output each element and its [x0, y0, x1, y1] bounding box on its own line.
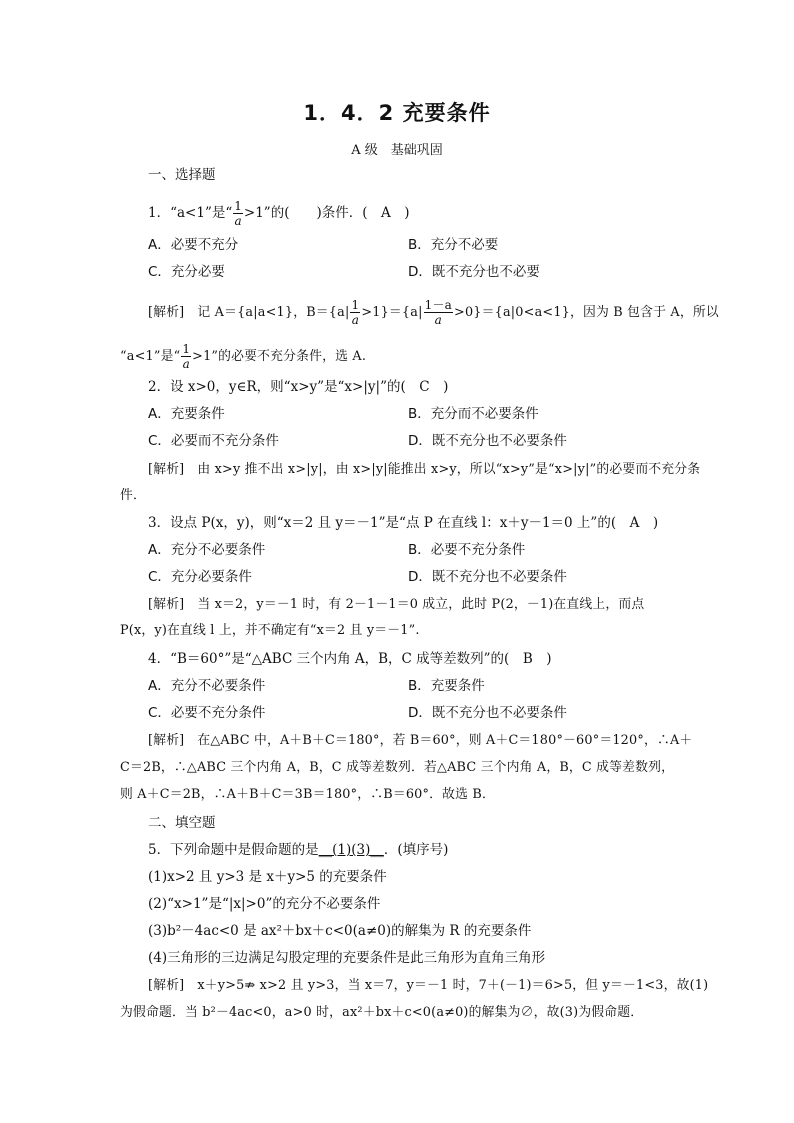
q1-option-b: B．充分不必要: [408, 237, 499, 253]
q3-option-c: C．充分必要条件: [148, 569, 252, 585]
q5-item-2: (2)“x>1”是“|x|>0”的充分不必要条件: [148, 896, 381, 912]
q1-analysis-line-1: [解析] 记 A＝{a|a<1}，B＝{a| $\frac{1}{a}$ >1}＝{a| $\frac{1-a}{a}$ >0}＝{a|0<a<1}，因为 B 包含于 A，所以: [148, 298, 719, 327]
section-heading-choice: 一、选择题: [148, 167, 216, 183]
q1-stem-post: >1”的( )条件．( A ): [243, 205, 410, 221]
q4-analysis-line-1: [解析] 在△ABC 中，A＋B＋C＝180°，若 B＝60°，则 A＋C＝180°－60°＝120°，∴A＋: [148, 733, 693, 748]
q2-option-c: C．必要而不充分条件: [148, 433, 279, 449]
q3-option-a: A．充分不必要条件: [148, 542, 266, 558]
q4-analysis-line-3: 则 A＋C＝2B，∴A＋B＋C＝3B＝180°，∴B＝60°．故选 B．: [120, 787, 495, 802]
q4-option-a: A．充分不必要条件: [148, 678, 266, 694]
question-2-stem: 2．设 x>0，y∈R，则“x>y”是“x>|y|”的( C ): [148, 379, 449, 395]
q4-option-c: C．必要不充分条件: [148, 705, 266, 721]
q4-option-b: B．充要条件: [408, 678, 485, 694]
question-5-stem: 5．下列命题中是假命题的是__(1)(3)__．(填序号): [148, 842, 449, 858]
q3-option-d: D．既不充分也不必要条件: [408, 569, 567, 585]
level-heading: A 级 基础巩固: [351, 143, 443, 158]
q2-option-d: D．既不充分也不必要条件: [408, 433, 567, 449]
q5-item-4: (4)三角形的三边满足勾股定理的充要条件是此三角形为直角三角形: [148, 950, 546, 966]
q2-option-b: B．充分而不必要条件: [408, 406, 539, 422]
q3-analysis-line-1: [解析] 当 x＝2，y＝－1 时，有 2－1－1＝0 成立，此时 P(2，－1)在直线上，而点: [148, 597, 645, 612]
q2-analysis-line-1: [解析] 由 x>y 推不出 x>|y|，由 x>|y|能推出 x>y，所以“x>y”是“x>|y|”的必要而不充分条: [148, 462, 701, 477]
q1-analysis-line-2: “a<1”是“ $\frac{1}{a}$ >1”的必要不充分条件，选 A.: [120, 342, 367, 371]
q5-analysis-line-2: 为假命题．当 b²－4ac<0，a>0 时，ax²＋bx＋c<0(a≠0)的解集为∅，故(3)为假命题．: [120, 1005, 644, 1020]
q5-answer: __(1)(3)__: [318, 842, 384, 858]
q2-analysis-line-2: 件．: [120, 488, 146, 503]
q3-option-b: B．必要不充分条件: [408, 542, 526, 558]
question-3-stem: 3．设点 P(x，y)，则“x＝2 且 y＝－1”是“点 P 在直线 l：x＋y－1＝0 上”的( A ): [148, 515, 659, 531]
question-1-stem: [148, 199, 410, 228]
q1-option-c: C．充分必要: [148, 264, 225, 280]
q1-option-a: A．必要不充分: [148, 237, 239, 253]
page-title: 1．4．2 充要条件: [303, 101, 491, 125]
q4-analysis-line-2: C＝2B，∴△ABC 三个内角 A，B，C 成等差数列．若△ABC 三个内角 A，B，C 成等差数列，: [120, 760, 675, 775]
q5-item-3: (3)b²－4ac<0 是 ax²＋bx＋c<0(a≠0)的解集为 R 的充要条件: [148, 923, 532, 939]
q3-analysis-line-2: P(x，y)在直线 l 上，并不确定有“x＝2 且 y＝－1”.: [120, 623, 420, 638]
q5-item-1: (1)x>2 且 y>3 是 x＋y>5 的充要条件: [148, 869, 387, 885]
q4-option-d: D．既不充分也不必要条件: [408, 705, 567, 721]
section-heading-fill: 二、填空题: [148, 815, 216, 831]
q1-stem-pre: 1．“a<1”是“: [148, 205, 233, 221]
q1-fraction: $\frac{1}{a}$: [234, 199, 242, 228]
q5-analysis-line-1: [解析] x＋y>5⇏ x>2 且 y>3，当 x＝7，y＝－1 时，7＋(－1)＝6>5，但 y＝－1<3，故(1): [148, 978, 709, 993]
q1-option-d: D．既不充分也不必要: [408, 264, 540, 280]
question-4-stem: 4．“B＝60°”是“△ABC 三个内角 A，B，C 成等差数列”的( B ): [148, 651, 552, 667]
q2-option-a: A．充要条件: [148, 406, 225, 422]
